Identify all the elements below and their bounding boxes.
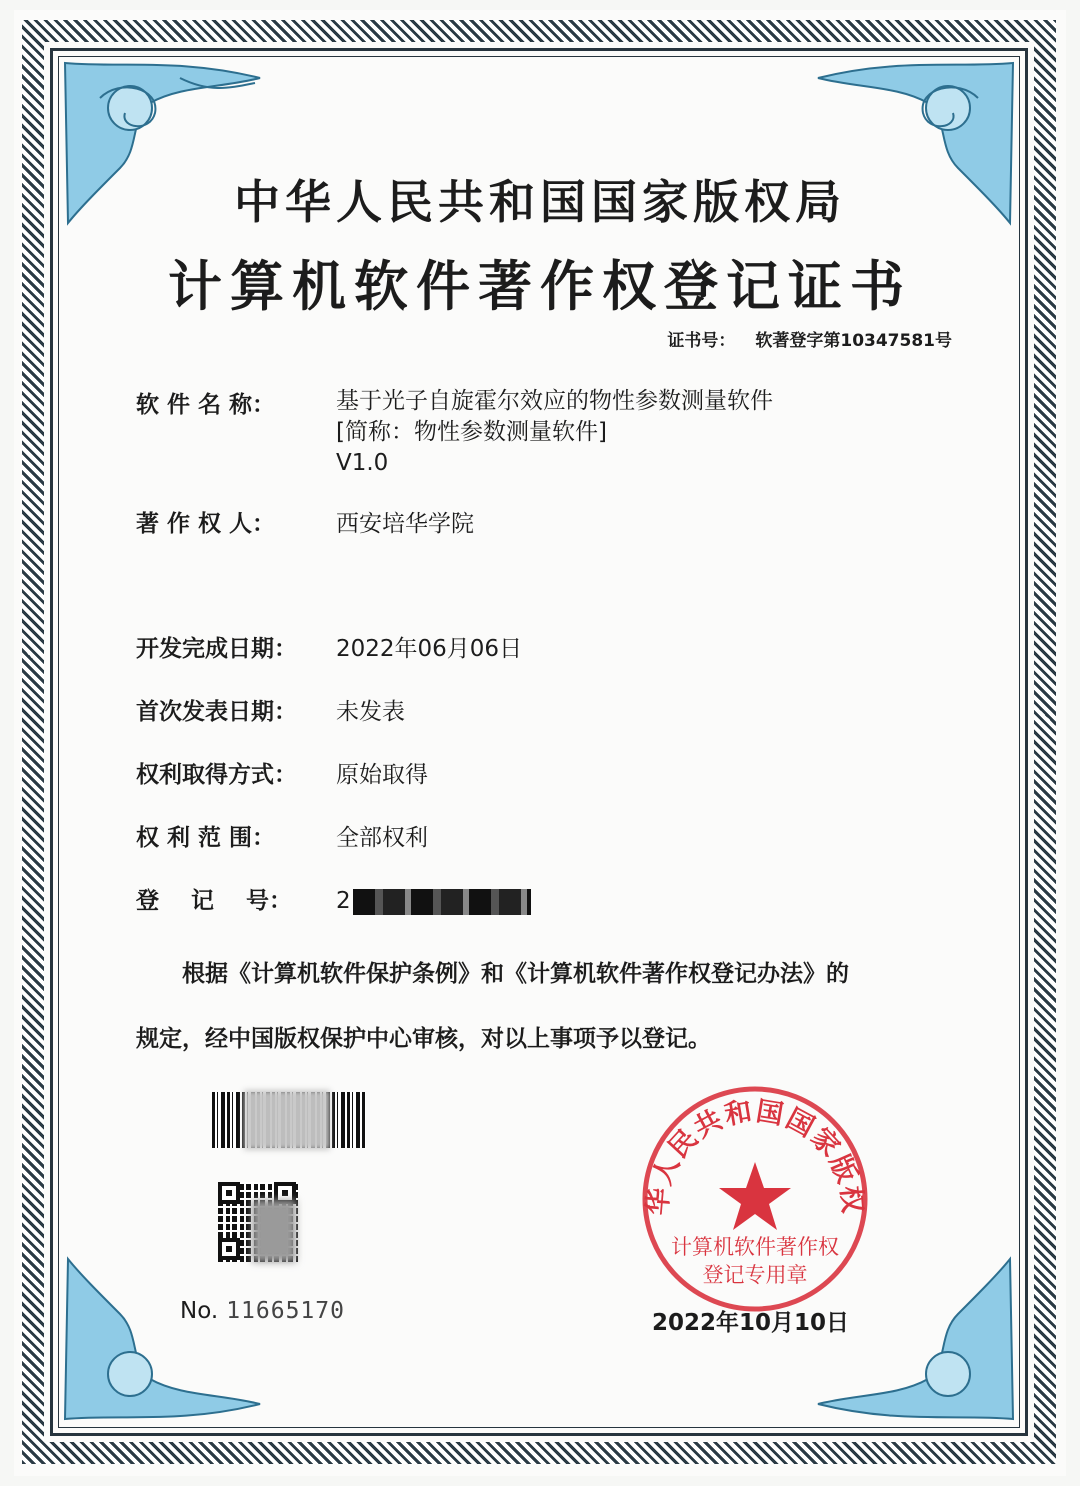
owner-label: 著 作 权 人：: [136, 511, 276, 537]
regno-label: 登 记 号：: [136, 888, 293, 914]
certificate-number-value: 软著登字第10347581号: [755, 331, 952, 351]
pub-date-value: 未发表: [336, 699, 405, 725]
software-name-label: 软 件 名 称：: [136, 392, 276, 418]
software-name-row: [136, 386, 773, 479]
qr-finder: [218, 1182, 240, 1204]
statement-line2: 规定，经中国版权保护中心审核，对以上事项予以登记。: [136, 1026, 711, 1052]
qr-finder: [218, 1238, 240, 1260]
qr-redaction: [252, 1200, 296, 1262]
software-name-value: [336, 386, 773, 479]
certificate-title: 计算机软件著作权登记证书: [168, 254, 912, 318]
redaction-block: [353, 889, 531, 915]
owner-value: 西安培华学院: [336, 511, 474, 537]
software-name-line2: [简称：物性参数测量软件]: [336, 419, 607, 445]
certificate-number: [667, 326, 952, 351]
dev-date-row: [136, 630, 522, 663]
scope-label: 权 利 范 围：: [136, 825, 276, 851]
seal-inner-line2: 登记专用章: [702, 1263, 808, 1287]
barcode-redaction: [244, 1090, 330, 1150]
software-version: V1.0: [336, 450, 389, 476]
pub-date-label: 首次发表日期：: [136, 699, 297, 725]
dev-date-value: 2022年06月06日: [336, 636, 523, 662]
method-value: 原始取得: [336, 762, 428, 788]
dev-date-label: 开发完成日期：: [136, 636, 297, 662]
pub-date-row: [136, 693, 405, 726]
seal-inner-line1: 计算机软件著作权: [671, 1235, 839, 1259]
scope-row: [136, 819, 428, 852]
method-row: [136, 756, 428, 789]
owner-row: [136, 505, 474, 538]
corner-ornament-bottom-left: [60, 1254, 290, 1424]
certificate-number-label: 证书号：: [667, 331, 736, 351]
issuer-title: 中华人民共和国国家版权局: [234, 175, 846, 229]
method-label: 权利取得方式：: [136, 762, 297, 788]
software-name-line1: 基于光子自旋霍尔效应的物性参数测量软件: [336, 388, 773, 414]
serial-number: [180, 1298, 345, 1324]
issue-date: 2022年10月10日: [652, 1310, 850, 1336]
seal-ring-text: 华人民共和国国家版权: [642, 1095, 868, 1217]
official-seal: [638, 1082, 872, 1316]
qr-code: [218, 1182, 298, 1262]
regno-value: 2: [336, 888, 351, 914]
statement-line1: 根据《计算机软件保护条例》和《计算机软件著作权登记办法》的: [182, 961, 849, 987]
regno-row: [136, 882, 531, 915]
serial-prefix: No.: [180, 1298, 219, 1324]
scope-value: 全部权利: [336, 825, 428, 851]
serial-value: 11665170: [226, 1298, 345, 1324]
